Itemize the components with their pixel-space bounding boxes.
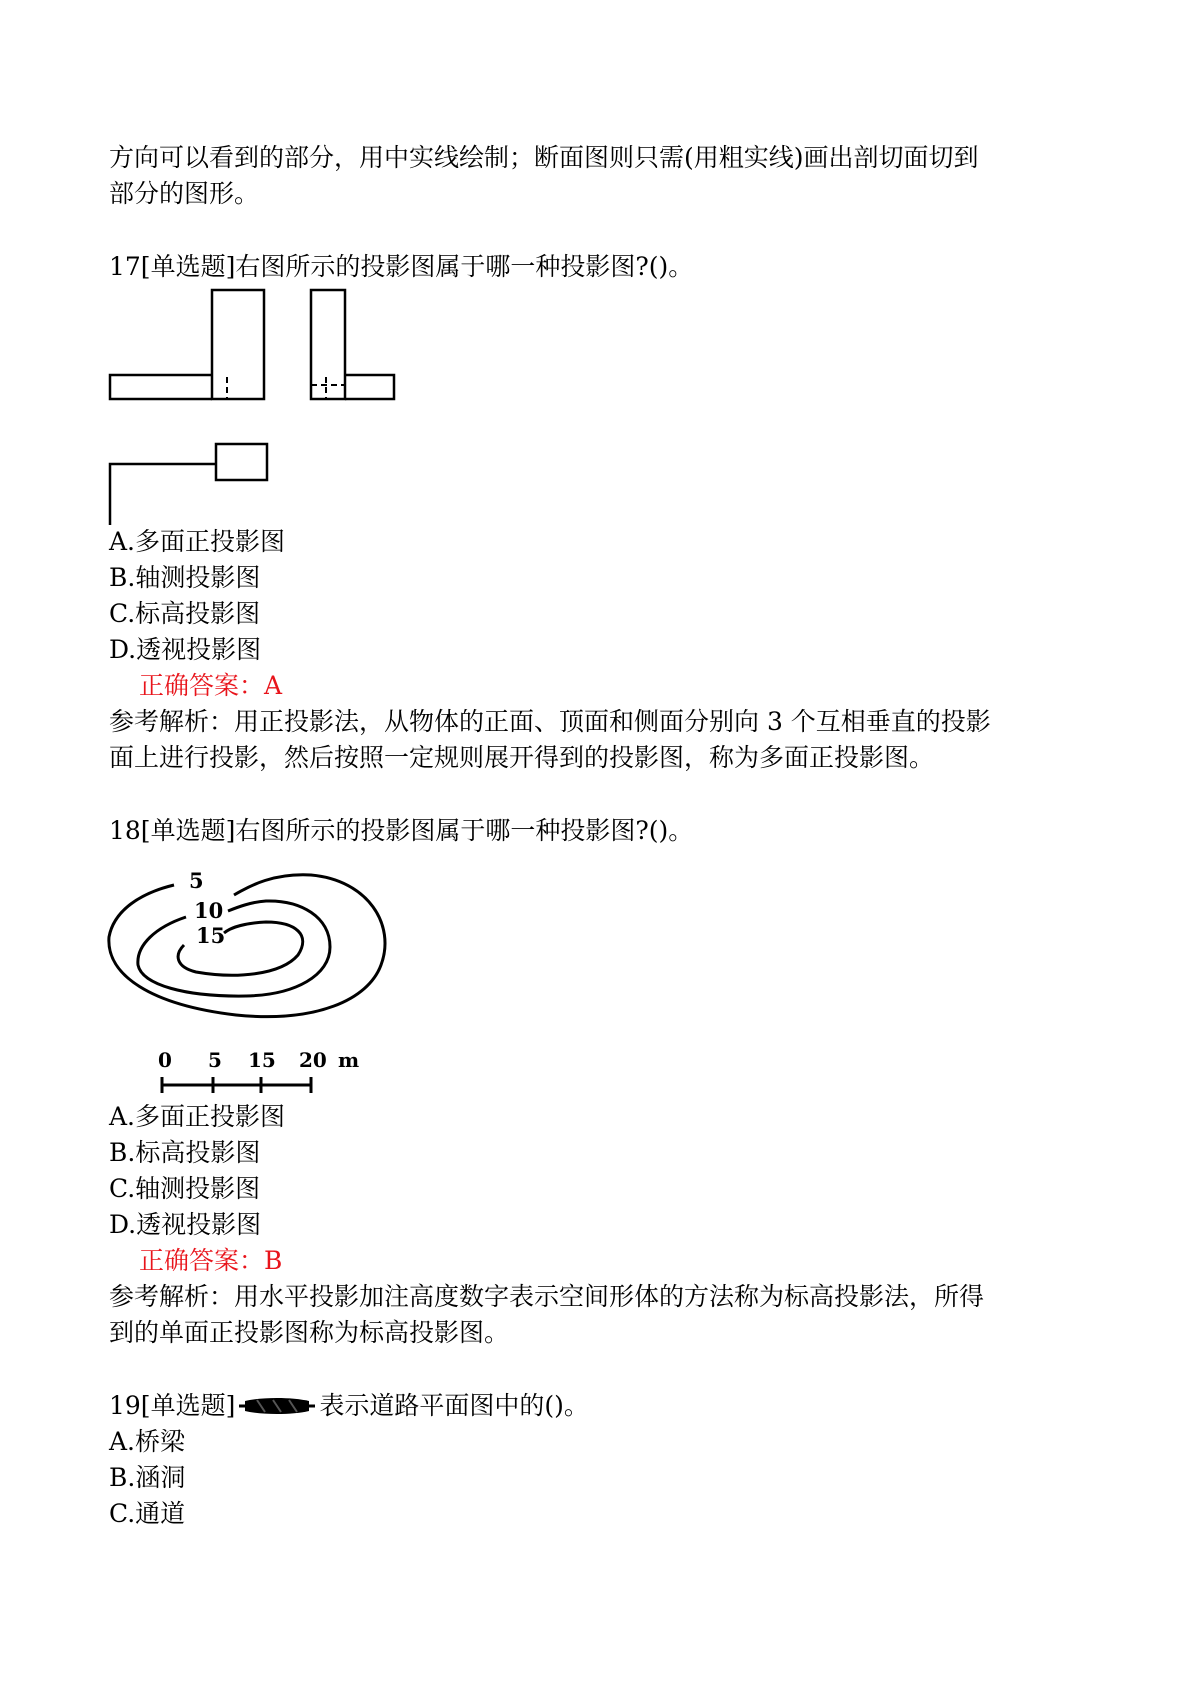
q17-option-c: C.标高投影图: [109, 599, 261, 628]
q19-stem-prefix: 19[单选题]: [109, 1391, 236, 1420]
q18-contour-label-5: 5: [189, 868, 204, 893]
q17-explanation-1: 参考解析：用正投影法，从物体的正面、顶面和侧面分别向 3 个互相垂直的投影: [109, 707, 991, 736]
q17-explanation-2: 面上进行投影，然后按照一定规则展开得到的投影图，称为多面正投影图。: [109, 743, 935, 772]
q18-scale-label-0: 0: [158, 1048, 172, 1072]
q18-explanation-1: 参考解析：用水平投影加注高度数字表示空间形体的方法称为标高投影法，所得: [109, 1282, 985, 1311]
q18-stem: 18[单选题]右图所示的投影图属于哪一种投影图?()。: [109, 816, 694, 845]
q18-contour-figure: [106, 855, 396, 1100]
q19-option-b: B.涵洞: [109, 1463, 186, 1492]
intro-line-1: 方向可以看到的部分，用中实线绘制；断面图则只需(用粗实线)画出剖切面切到: [109, 143, 979, 172]
q17-answer: 正确答案：A: [139, 671, 283, 700]
q17-front-view-bar: [110, 375, 212, 399]
q17-option-b: B.轴测投影图: [109, 563, 261, 592]
q17-side-view-bar: [345, 375, 394, 399]
q18-scale-label-5: 5: [208, 1048, 222, 1072]
q18-explanation-2: 到的单面正投影图称为标高投影图。: [109, 1318, 510, 1347]
q17-top-view-small: [216, 444, 267, 480]
q17-stem: 17[单选题]右图所示的投影图属于哪一种投影图?()。: [109, 252, 694, 281]
q17-option-d: D.透视投影图: [109, 635, 262, 664]
q18-contour-label-15: 15: [196, 923, 226, 948]
q19-option-c: C.通道: [109, 1499, 186, 1528]
q19-stem-suffix: 表示道路平面图中的()。: [319, 1391, 589, 1420]
q18-option-d: D.透视投影图: [109, 1210, 262, 1239]
q18-scale-bar: [162, 1077, 311, 1093]
q17-side-view-tall: [311, 290, 345, 399]
q18-scale-label-20: 20: [299, 1048, 327, 1072]
q18-scale-label-15: 15: [248, 1048, 276, 1072]
culvert-symbol-icon: [237, 1394, 317, 1418]
q17-top-view-large: [110, 464, 216, 525]
q19-stem: [109, 1388, 589, 1424]
q18-answer: 正确答案：B: [139, 1246, 283, 1275]
q17-option-a: A.多面正投影图: [109, 527, 286, 556]
q17-front-view-tall: [212, 290, 264, 399]
q18-contour-label-10: 10: [194, 898, 224, 923]
q18-option-b: B.标高投影图: [109, 1138, 261, 1167]
q18-option-c: C.轴测投影图: [109, 1174, 261, 1203]
q18-option-a: A.多面正投影图: [109, 1102, 286, 1131]
q19-option-a: A.桥梁: [109, 1427, 186, 1456]
intro-line-2: 部分的图形。: [109, 179, 260, 208]
q18-scale-label-unit: m: [338, 1048, 360, 1072]
q17-orthographic-figure: [108, 285, 398, 530]
